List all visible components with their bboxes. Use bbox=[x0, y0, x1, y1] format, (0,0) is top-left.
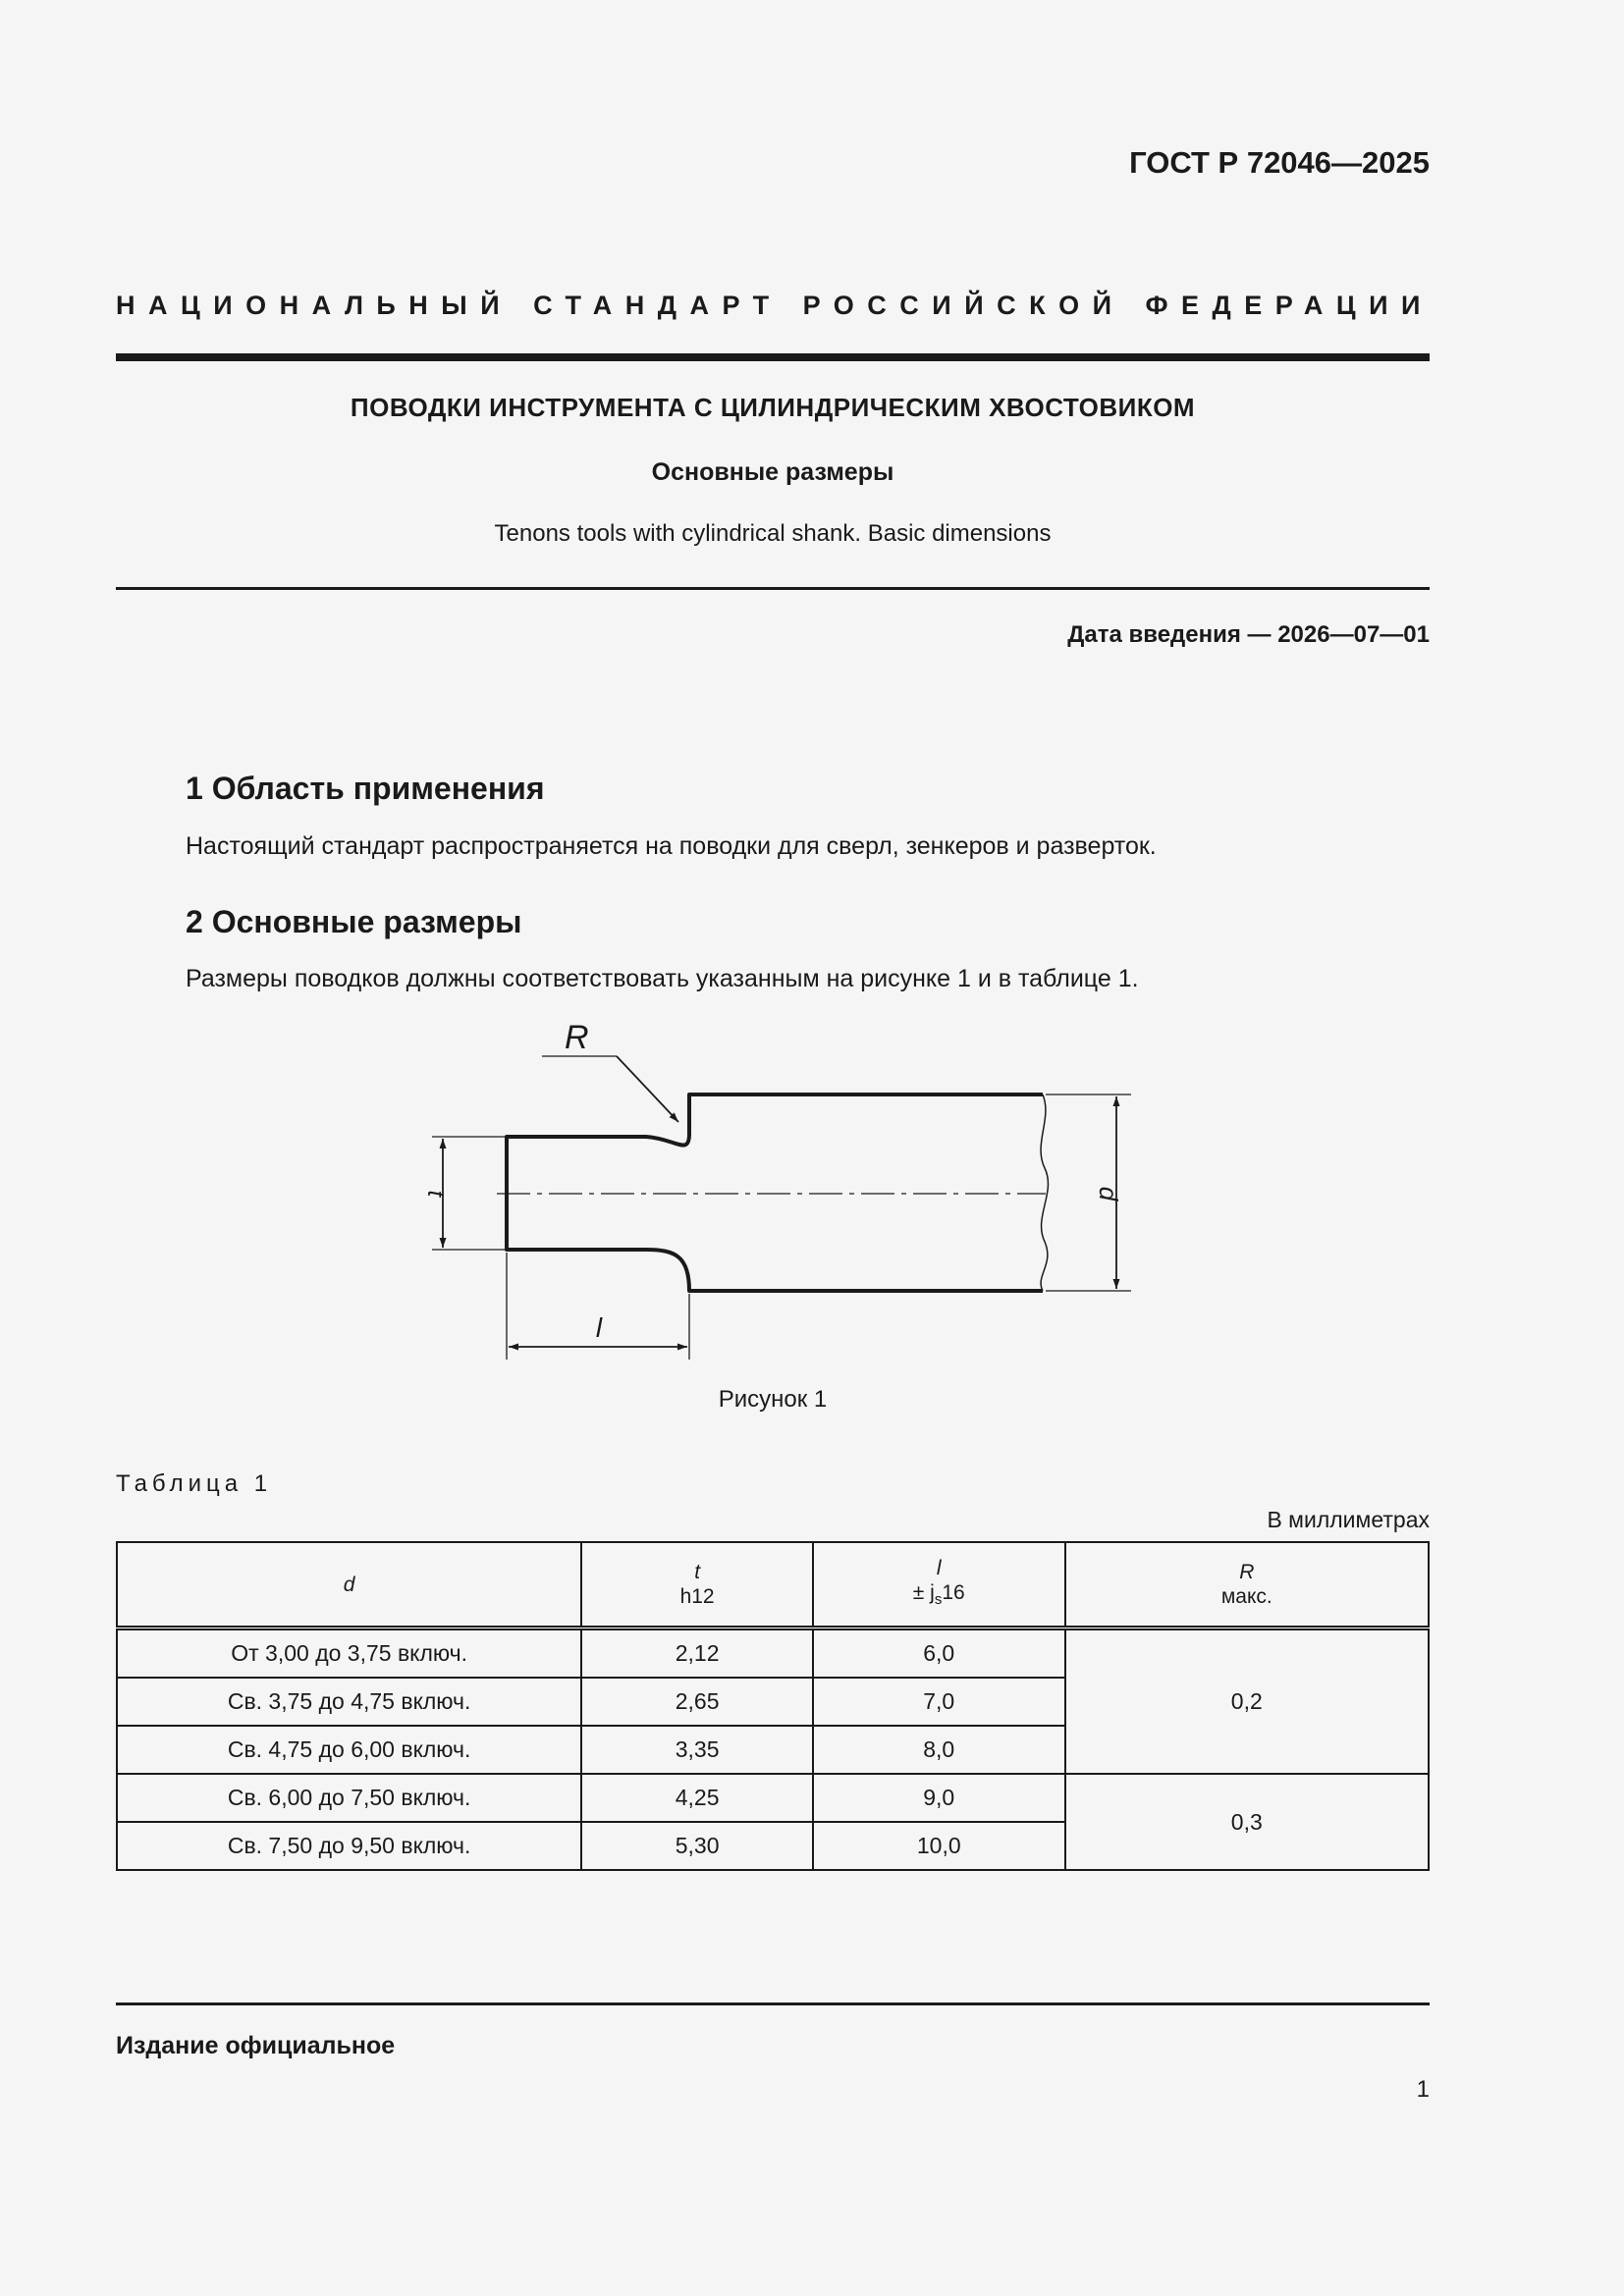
header-t bbox=[581, 1542, 813, 1629]
header-l-symbol: l bbox=[936, 1557, 942, 1580]
part-outline bbox=[507, 1095, 1043, 1291]
header-t-tolerance: h12 bbox=[679, 1585, 715, 1608]
leader-line-r bbox=[617, 1056, 678, 1122]
cell-l: 7,0 bbox=[813, 1678, 1065, 1726]
section-2-heading: 2 Основные размеры bbox=[186, 904, 522, 939]
dimensions-table bbox=[116, 1541, 1430, 1871]
cell-d: Св. 6,00 до 7,50 включ. bbox=[117, 1774, 581, 1822]
title-divider bbox=[116, 587, 1430, 590]
label-r: R bbox=[565, 1019, 589, 1056]
footer-divider bbox=[116, 2002, 1430, 2005]
table-header-row bbox=[117, 1542, 1429, 1629]
edition-note: Издание официальное bbox=[116, 2032, 396, 2059]
cell-d: Св. 4,75 до 6,00 включ. bbox=[117, 1726, 581, 1774]
label-l: l bbox=[595, 1312, 603, 1343]
cell-t: 4,25 bbox=[581, 1774, 813, 1822]
page-number: 1 bbox=[1416, 2076, 1430, 2103]
header-divider bbox=[116, 353, 1430, 361]
english-title: Tenons tools with cylindrical shank. Basic dimensions bbox=[494, 520, 1052, 547]
figure-caption: Рисунок 1 bbox=[718, 1386, 828, 1413]
cell-r-group: 0,2 bbox=[1065, 1629, 1429, 1775]
figure-1-drawing bbox=[393, 1011, 1178, 1374]
introduction-date: Дата введения — 2026—07—01 bbox=[1067, 621, 1430, 648]
section-1-heading: 1 Область применения bbox=[186, 771, 545, 806]
break-line bbox=[1041, 1095, 1048, 1291]
cell-d: Св. 3,75 до 4,75 включ. bbox=[117, 1678, 581, 1726]
header-l-tolerance: ± $j_s16$ bbox=[912, 1581, 965, 1609]
header-r bbox=[1065, 1542, 1429, 1629]
cell-d: Св. 7,50 до 9,50 включ. bbox=[117, 1822, 581, 1870]
header-r-tolerance: макс. bbox=[1220, 1585, 1272, 1608]
header-d bbox=[117, 1542, 581, 1629]
label-d: d bbox=[1094, 1186, 1123, 1201]
cell-l: 10,0 bbox=[813, 1822, 1065, 1870]
section-1-text: Настоящий стандарт распространяется на поводки для сверл, зенкеров и разверток. bbox=[186, 832, 1157, 860]
header-t-symbol: t bbox=[694, 1561, 701, 1583]
cell-t: 2,65 bbox=[581, 1678, 813, 1726]
cell-t: 2,12 bbox=[581, 1629, 813, 1679]
table-row bbox=[117, 1629, 1429, 1679]
label-t: t bbox=[422, 1190, 449, 1198]
cell-l: 6,0 bbox=[813, 1629, 1065, 1679]
section-2-text: Размеры поводков должны соответствовать указанным на рисунке 1 и в таблице 1. bbox=[186, 965, 1139, 992]
national-standard-heading: НАЦИОНАЛЬНЫЙ СТАНДАРТ РОССИЙСКОЙ ФЕДЕРАЦИИ bbox=[116, 291, 1434, 320]
cell-d: От 3,00 до 3,75 включ. bbox=[117, 1629, 581, 1679]
header-r-symbol: R bbox=[1239, 1561, 1255, 1583]
document-subtitle: Основные размеры bbox=[651, 458, 894, 486]
cell-r-group: 0,3 bbox=[1065, 1774, 1429, 1870]
cell-l: 8,0 bbox=[813, 1726, 1065, 1774]
cell-l: 9,0 bbox=[813, 1774, 1065, 1822]
cell-t: 3,35 bbox=[581, 1726, 813, 1774]
header-d-symbol: d bbox=[343, 1573, 355, 1596]
header-l bbox=[813, 1542, 1065, 1629]
document-number: ГОСТ Р 72046—2025 bbox=[1129, 145, 1430, 180]
table-units: В миллиметрах bbox=[1267, 1507, 1430, 1532]
document-title: ПОВОДКИ ИНСТРУМЕНТА С ЦИЛИНДРИЧЕСКИМ ХВОСТОВИКОМ bbox=[350, 393, 1196, 422]
table-row bbox=[117, 1774, 1429, 1822]
table-label: Таблица 1 bbox=[116, 1470, 273, 1497]
cell-t: 5,30 bbox=[581, 1822, 813, 1870]
